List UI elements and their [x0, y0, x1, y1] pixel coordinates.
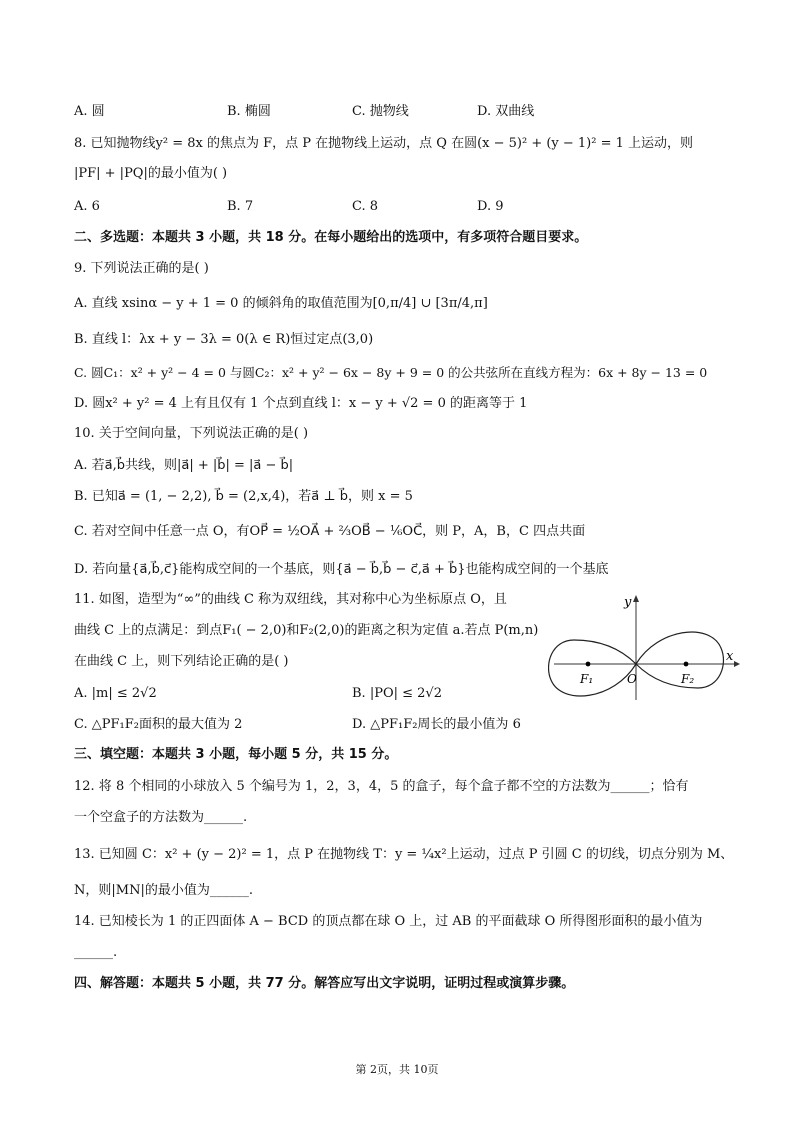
q14-line1: 14. 已知棱长为 1 的正四面体 A − BCD 的顶点都在球 O 上，过 AB 的平面截球 O 所得图形面积的最小值为 — [74, 914, 703, 929]
q9-option-a: A. 直线 xsinα − y + 1 = 0 的倾斜角的取值范围为[0,π/4] ∪ [3π/4,π] — [74, 296, 488, 311]
q11-line2: 曲线 C 上的点满足：到点F₁( − 2,0)和F₂(2,0)的距离之积为定值 a.若点 P(m,n) — [74, 623, 539, 638]
q12-line1: 12. 将 8 个相同的小球放入 5 个编号为 1，2，3，4，5 的盒子，每个盒子都不空的方法数为______；恰有 — [74, 779, 689, 794]
section-3-heading: 三、填空题：本题共 3 小题，每小题 5 分，共 15 分。 — [74, 747, 398, 762]
q11-line3: 在曲线 C 上，则下列结论正确的是( ) — [74, 654, 289, 669]
q7-option-b: B. 椭圆 — [227, 104, 271, 119]
f1-label: F₁ — [580, 672, 594, 686]
section-4-heading: 四、解答题：本题共 5 小题，共 77 分。解答应写出文字说明，证明过程或演算步骤。 — [74, 976, 575, 991]
q9-stem: 9. 下列说法正确的是( ) — [74, 261, 209, 276]
x-axis-label: x — [726, 649, 734, 664]
q10-option-b: B. 已知a⃗ = (1, − 2,2), b⃗ = (2,x,4)，若a⃗ ⊥ b⃗，则 x = 5 — [74, 489, 413, 504]
q9-option-d: D. 圆x² + y² = 4 上有且仅有 1 个点到直线 l：x − y + √2 = 0 的距离等于 1 — [74, 396, 528, 411]
q7-option-a: A. 圆 — [74, 104, 105, 119]
q7-option-c: C. 抛物线 — [352, 104, 409, 119]
lemniscate-figure — [548, 588, 744, 706]
q9-option-b: B. 直线 l：λx + y − 3λ = 0(λ ∈ R)恒过定点(3,0) — [74, 332, 374, 347]
q11-option-a: A. |m| ≤ 2√2 — [74, 686, 157, 701]
q11-option-b: B. |PO| ≤ 2√2 — [352, 686, 442, 701]
q8-option-c: C. 8 — [352, 199, 379, 214]
f2-label: F₂ — [681, 672, 695, 686]
q10-option-a: A. 若a⃗,b⃗共线，则|a⃗| + |b⃗| = |a⃗ − b⃗| — [74, 458, 294, 473]
q8-option-b: B. 7 — [227, 199, 254, 214]
q14-line2: ______. — [74, 945, 118, 960]
section-2-heading: 二、多选题：本题共 3 小题，共 18 分。在每小题给出的选项中，有多项符合题目要求。 — [74, 230, 588, 245]
y-axis-label: y — [624, 595, 632, 610]
q8-line1: 8. 已知抛物线y² = 8x 的焦点为 F，点 P 在抛物线上运动，点 Q 在圆(x − 5)² + (y − 1)² = 1 上运动，则 — [74, 136, 694, 151]
q11-option-d: D. △PF₁F₂周长的最小值为 6 — [352, 717, 521, 732]
focus-f2-dot — [684, 662, 689, 667]
q10-option-d: D. 若向量{a⃗,b⃗,c⃗}能构成空间的一个基底，则{a⃗ − b⃗,b⃗ − c⃗,a⃗ + b⃗}也能构成空间的一个基底 — [74, 562, 609, 577]
q7-option-d: D. 双曲线 — [477, 104, 535, 119]
q9-option-c: C. 圆C₁：x² + y² − 4 = 0 与圆C₂：x² + y² − 6x − 8y + 9 = 0 的公共弦所在直线方程为：6x + 8y − 13 = 0 — [74, 365, 708, 380]
q11-option-c: C. △PF₁F₂面积的最大值为 2 — [74, 717, 243, 732]
q8-option-a: A. 6 — [74, 199, 100, 214]
q8-option-d: D. 9 — [477, 199, 504, 214]
q13-line1: 13. 已知圆 C：x² + (y − 2)² = 1，点 P 在抛物线 T：y = ¼x²上运动，过点 P 引圆 C 的切线，切点分别为 M、 — [74, 847, 734, 862]
q11-line1: 11. 如图，造型为“∞”的曲线 C 称为双纽线，其对称中心为坐标原点 O，且 — [74, 592, 507, 607]
y-axis-arrow — [633, 595, 639, 602]
q10-stem: 10. 关于空间向量，下列说法正确的是( ) — [74, 426, 309, 441]
focus-f1-dot — [586, 662, 591, 667]
origin-label: O — [627, 672, 637, 686]
q12-line2: 一个空盒子的方法数为______. — [74, 810, 248, 825]
x-axis-arrow — [734, 661, 740, 667]
q10-option-c: C. 若对空间中任意一点 O，有OP⃗ = ½OA⃗ + ⅔OB⃗ − ⅙OC⃗，则 P，A，B，C 四点共面 — [74, 524, 586, 539]
q13-line2: N，则|MN|的最小值为______. — [74, 883, 253, 898]
q8-line2: |PF| + |PQ|的最小值为( ) — [74, 166, 228, 181]
page-footer: 第 2页，共 10页 — [355, 1063, 439, 1076]
